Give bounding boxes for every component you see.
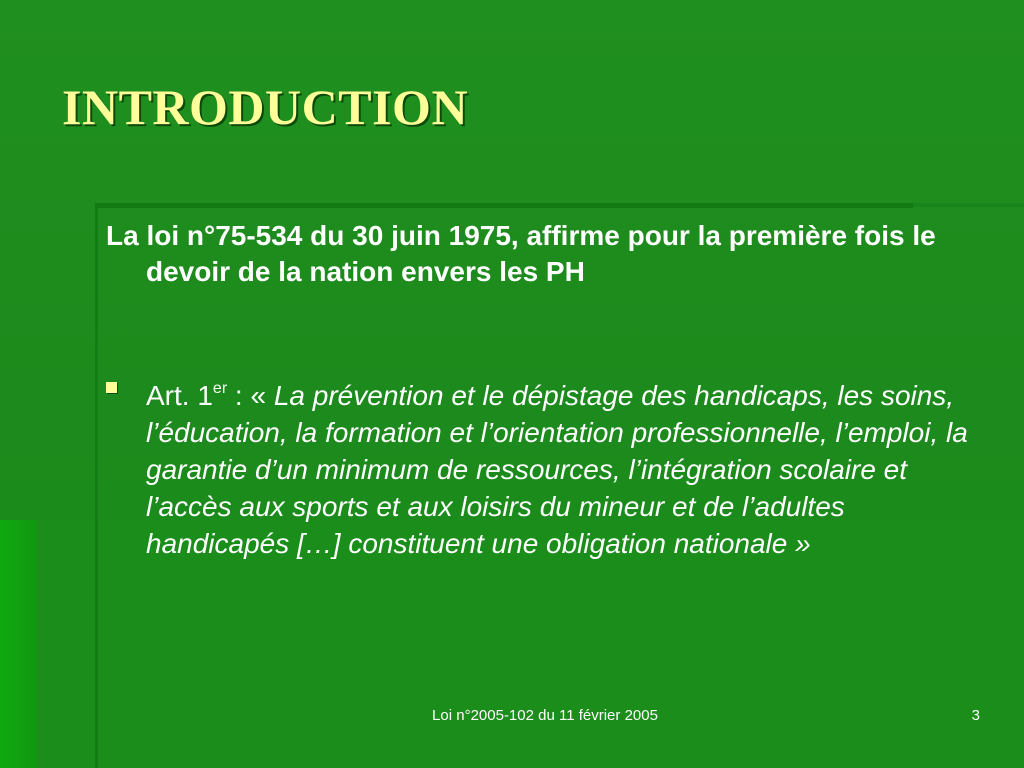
slide-footer: Loi n°2005-102 du 11 février 2005 [432,707,658,724]
bullet-prefix: Art. 1 [146,380,213,411]
intro-paragraph: La loi n°75-534 du 30 juin 1975, affirme pour la première fois le devoir de la nation envers les PH [106,220,936,287]
background-right-band [913,203,1024,207]
bullet-quote: La prévention et le dépistage des handicaps, les soins, l’éducation, la formation et l’orientation professionnelle, l’emploi, la garantie d’un minimum de ressources, l’intégration scolaire et l’accès aux sports et aux loisirs du mineur et de l’adultes handicapés […] constituent une obligation nationale » [146,380,968,559]
background-left-block [0,520,36,768]
bullet-item [106,370,986,562]
background-horizontal-band [95,203,913,208]
bullet-superscript: er [212,380,228,397]
slide-body [106,218,986,562]
slide-title: INTRODUCTION [62,79,469,135]
page-number: 3 [971,707,980,724]
bullet-separator: : « [227,380,274,411]
background-vertical-line [95,208,98,768]
square-bullet-icon [106,382,117,393]
